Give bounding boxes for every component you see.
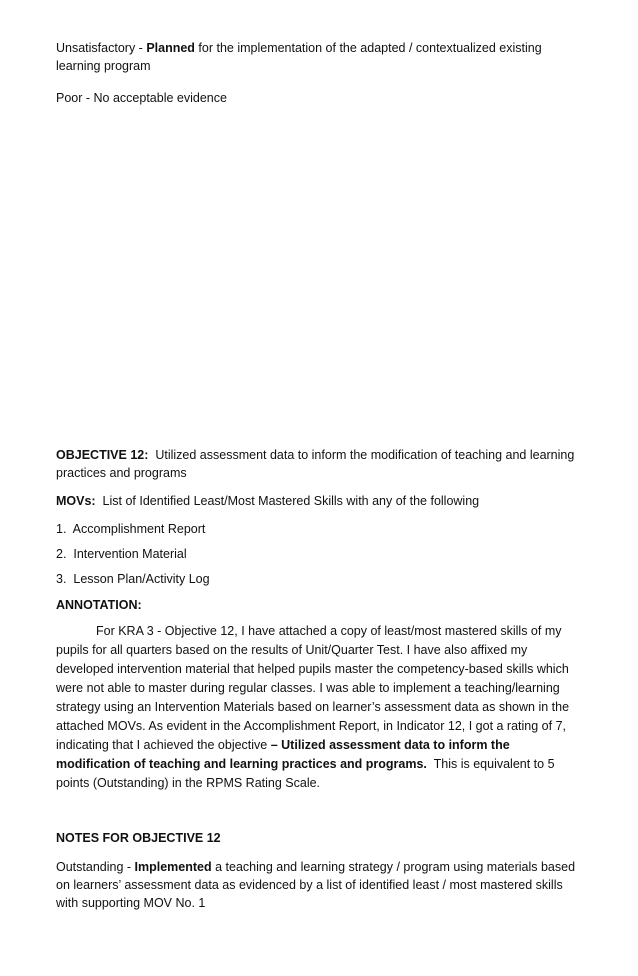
outstanding-description: a teaching and learning strategy / program using materials based on learners’ assessment data as evidenced by a list of identified least / most mastered skills with supporting MOV No. 1 <box>56 860 576 910</box>
unsatisfactory-keyword: Planned <box>146 41 195 55</box>
poor-rating: Poor - No acceptable evidence <box>56 91 227 105</box>
unsatisfactory-label: Unsatisfactory - <box>56 41 147 55</box>
outstanding-label: Outstanding - <box>56 860 135 874</box>
movs-label: MOVs: <box>56 494 96 508</box>
notes-heading <box>56 829 586 847</box>
annotation-heading-text: ANNOTATION: <box>56 598 142 612</box>
annotation-text: For KRA 3 - Objective 12, I have attached a copy of least/most mastered skills of my pupils for all quarters based on the results of Unit/Quarter Test. I have also affixed my developed intervention material that helped pupils master the competency-based skills which were not able to master during regular classes. I was able to implement a teaching/learning strategy using an Intervention Materials based on learner’s assessment data as shown in the attached MOVs. As evident in the Accomplishment Report, in Indicator 12, I got a rating of 7, indicating that I achieved the objective <box>56 624 570 752</box>
annotation-heading <box>56 596 586 614</box>
annotation-bold-text: – Utilized assessment data to inform the modification of teaching and learning practices and programs. <box>56 738 510 771</box>
annotation-paragraph <box>56 622 586 793</box>
movs-list-item: 3. Lesson Plan/Activity Log <box>56 572 210 586</box>
unsatisfactory-rating <box>56 39 586 75</box>
movs-list-item: 1. Accomplishment Report <box>56 522 206 536</box>
outstanding-keyword: Implemented <box>134 860 212 874</box>
movs-list-item: 2. Intervention Material <box>56 547 187 561</box>
objective-statement <box>56 446 586 482</box>
outstanding-rating <box>56 858 586 912</box>
notes-heading-text: NOTES FOR OBJECTIVE 12 <box>56 831 221 845</box>
objective-text: Utilized assessment data to inform the modification of teaching and learning practices and programs <box>56 448 578 480</box>
annotation-text-end: This is equivalent to 5 points (Outstanding) in the RPMS Rating Scale. <box>56 757 559 790</box>
movs-text: List of Identified Least/Most Mastered Skills with any of the following <box>95 494 480 508</box>
objective-label: OBJECTIVE 12: <box>56 448 149 462</box>
unsatisfactory-description: for the implementation of the adapted / contextualized existing learning program <box>56 41 542 73</box>
movs-statement <box>56 492 586 510</box>
